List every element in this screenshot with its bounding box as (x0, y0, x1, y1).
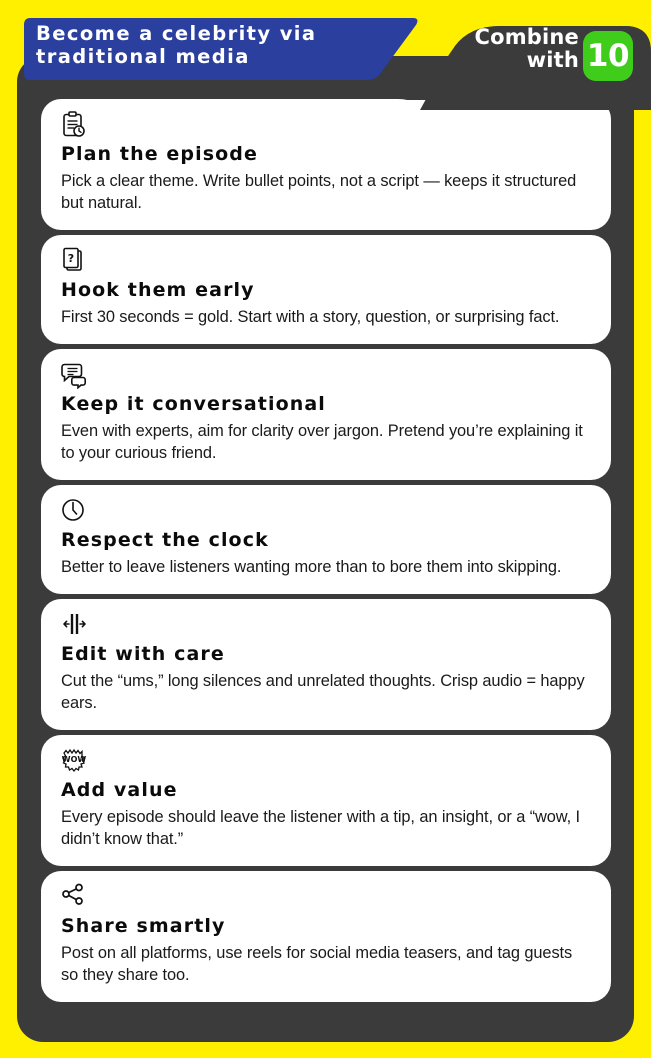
combine-word: Combine (474, 25, 579, 49)
question-card-icon (61, 247, 591, 277)
card-body: Even with experts, aim for clarity over jargon. Pretend you’re explaining it to your curious friend. (61, 422, 583, 462)
speech-bubbles-icon (61, 361, 591, 391)
list-item (41, 485, 611, 594)
share-nodes-icon (61, 883, 591, 913)
list-item (41, 871, 611, 1002)
list-item (41, 99, 611, 230)
svg-text:?: ? (67, 252, 75, 265)
card-title: Keep it conversational (61, 393, 326, 415)
card-title: Share smartly (61, 915, 226, 937)
card-body: Pick a clear theme. Write bullet points, not a script — keeps it structured but natural. (61, 172, 577, 212)
page-title: Become a celebrity via traditional media (36, 22, 317, 68)
list-item (41, 599, 611, 730)
header (0, 0, 651, 100)
combine-number: 10 (586, 37, 630, 74)
card-body: Cut the “ums,” long silences and unrelated thoughts. Crisp audio = happy ears. (61, 672, 585, 712)
wow-burst-icon (61, 747, 591, 777)
list-item (41, 349, 611, 480)
card-body: First 30 seconds = gold. Start with a story, question, or surprising fact. (61, 308, 560, 326)
trim-arrows-icon (61, 611, 591, 641)
card-title: Edit with care (61, 643, 225, 665)
clock-icon (61, 497, 591, 527)
card-title: Hook them early (61, 279, 255, 301)
with-word: with (526, 48, 579, 72)
card-title: Plan the episode (61, 143, 258, 165)
combine-with-label (474, 26, 579, 72)
card-body: Every episode should leave the listener with a tip, an insight, or a “wow, I didn’t know that.” (61, 808, 581, 848)
card-title: Respect the clock (61, 529, 269, 551)
clipboard-clock-icon (61, 111, 591, 141)
list-item (41, 235, 611, 344)
card-body: Post on all platforms, use reels for social media teasers, and tag guests so they share too. (61, 944, 573, 984)
list-item (41, 735, 611, 866)
card-title: Add value (61, 779, 178, 801)
svg-text:WOW: WOW (61, 755, 87, 764)
card-body: Better to leave listeners wanting more than to bore them into skipping. (61, 558, 562, 576)
tips-list (41, 99, 611, 1007)
combine-number-badge (583, 31, 633, 81)
